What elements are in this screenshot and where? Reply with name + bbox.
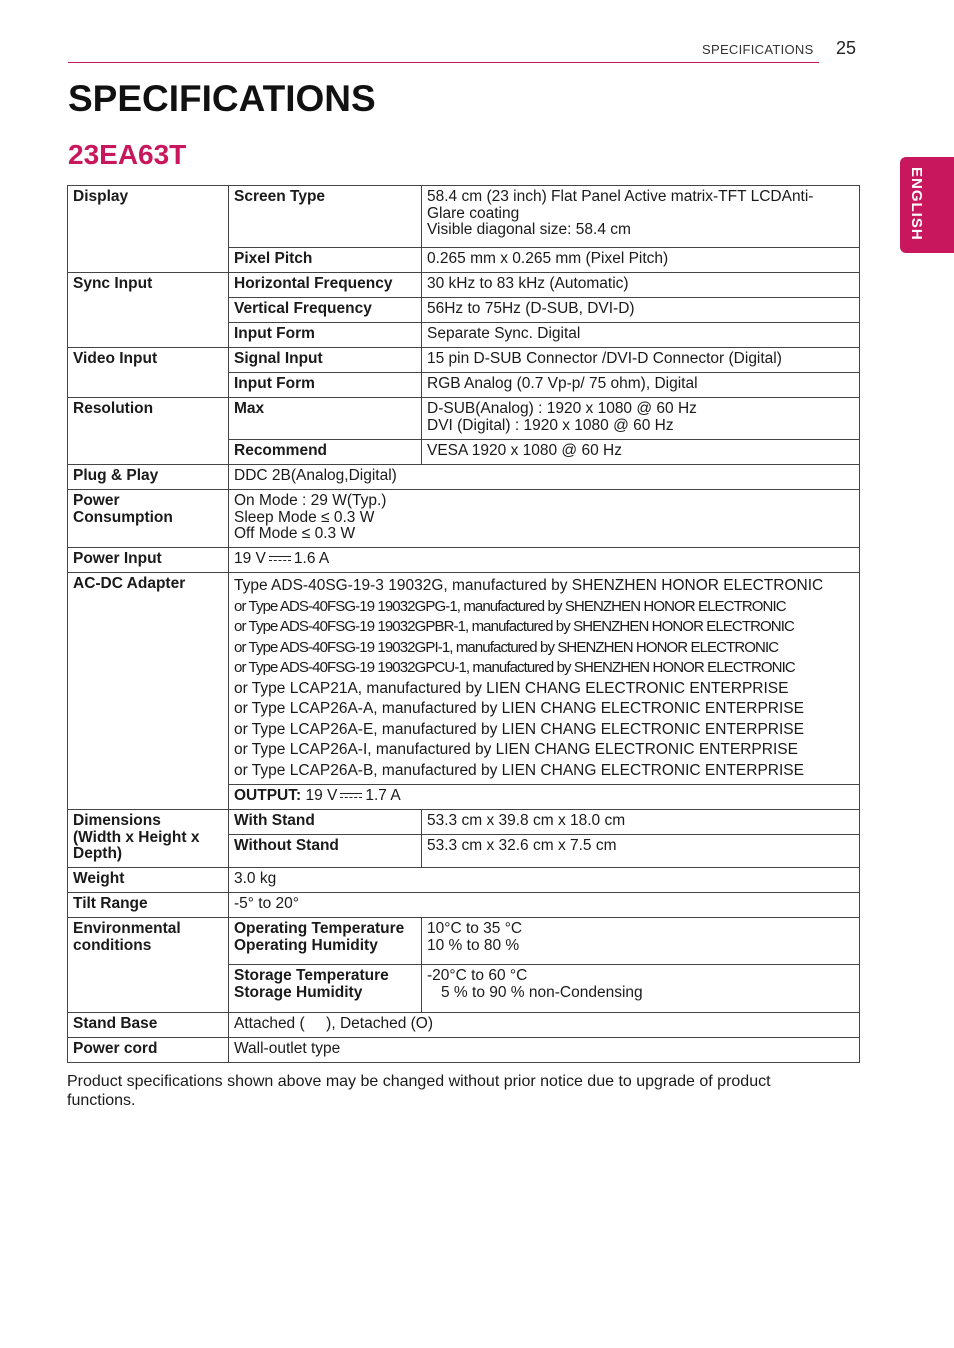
table-row [68, 893, 860, 918]
value-plug-and-play: DDC 2B(Analog,Digital) [229, 465, 860, 490]
category-ac-dc-adapter: AC-DC Adapter [68, 573, 229, 810]
value-adapter-output: OUTPUT: 19 V 1.7 A [229, 785, 860, 810]
label-vertical-frequency: Vertical Frequency [229, 298, 422, 323]
language-tab-label: ENGLISH [908, 167, 925, 241]
value-power-input: 19 V 1.6 A [229, 548, 860, 573]
footnote: Product specifications shown above may be changed without prior notice due to upgrade of product functions. [67, 1073, 771, 1109]
table-row [68, 490, 860, 548]
value-tilt-range: -5° to 20° [229, 893, 860, 918]
value-without-stand: 53.3 cm x 32.6 cm x 7.5 cm [422, 835, 860, 868]
category-display: Display [68, 186, 229, 273]
value-screen-type: 58.4 cm (23 inch) Flat Panel Active matrix-TFT LCDAnti- Glare coating Visible diagonal size: 58.4 cm [422, 186, 860, 248]
category-tilt-range: Tilt Range [68, 893, 229, 918]
category-plug-and-play: Plug & Play [68, 465, 229, 490]
page-number: 25 [836, 38, 857, 58]
value-power-cord: Wall-outlet type [229, 1038, 860, 1063]
value-video-input-form: RGB Analog (0.7 Vp-p/ 75 ohm), Digital [422, 373, 860, 398]
label-signal-input: Signal Input [229, 348, 422, 373]
category-weight: Weight [68, 868, 229, 893]
label-horizontal-frequency: Horizontal Frequency [229, 273, 422, 298]
category-dimensions: Dimensions (Width x Height x Depth) [68, 810, 229, 868]
category-power-input: Power Input [68, 548, 229, 573]
table-row [68, 868, 860, 893]
label-sync-input-form: Input Form [229, 323, 422, 348]
label-recommend-resolution: Recommend [229, 440, 422, 465]
table-row [68, 273, 860, 298]
table-row [68, 573, 860, 785]
spec-table [67, 185, 860, 1063]
table-row [68, 186, 860, 248]
table-row [68, 465, 860, 490]
value-max-resolution: D-SUB(Analog) : 1920 x 1080 @ 60 Hz DVI (Digital) : 1920 x 1080 @ 60 Hz [422, 398, 860, 440]
label-max-resolution: Max [229, 398, 422, 440]
table-row [68, 810, 860, 835]
label-operating-conditions: Operating Temperature Operating Humidity [229, 918, 422, 965]
value-horizontal-frequency: 30 kHz to 83 kHz (Automatic) [422, 273, 860, 298]
value-signal-input: 15 pin D-SUB Connector /DVI-D Connector (Digital) [422, 348, 860, 373]
category-power-cord: Power cord [68, 1038, 229, 1063]
label-with-stand: With Stand [229, 810, 422, 835]
category-video-input: Video Input [68, 348, 229, 398]
label-screen-type: Screen Type [229, 186, 422, 248]
category-sync-input: Sync Input [68, 273, 229, 348]
table-row [68, 1013, 860, 1038]
table-row [68, 348, 860, 373]
dc-current-icon [269, 555, 291, 563]
value-power-consumption: On Mode : 29 W(Typ.) Sleep Mode ≤ 0.3 W Off Mode ≤ 0.3 W [229, 490, 860, 548]
category-stand-base: Stand Base [68, 1013, 229, 1038]
running-header-section: SPECIFICATIONS [702, 42, 814, 57]
value-stand-base: Attached ( ), Detached (O) [229, 1013, 860, 1038]
header-divider [68, 62, 819, 63]
value-adapter-models: Type ADS-40SG-19-3 19032G, manufactured by SHENZHEN HONOR ELECTRONIC or Type ADS-40FSG-19 19032GPG-1, manufactured by SHENZHEN HONOR ELECTRONIC or Type ADS-40FSG-19 19032GPBR-1, manufactured by SHENZHEN HONOR ELECTRONIC or Type ADS-40FSG-19 19032GPI-1, manufactured by SHENZHEN HONOR ELECTRONIC or Type ADS-40FSG-19 19032GPCU-1, manufactured by SHENZHEN HONOR ELECTRONIC or Type LCAP21A, manufactured by LIEN CHANG ELECTRONIC ENTERPRISE or Type LCAP26A-A, manufactured by LIEN CHANG ELECTRONIC ENTERPRISE or Type LCAP26A-E, manufactured by LIEN CHANG ELECTRONIC ENTERPRISE or Type LCAP26A-I, manufactured by LIEN CHANG ELECTRONIC ENTERPRISE or Type LCAP26A-B, manufactured by LIEN CHANG ELECTRONIC ENTERPRISE [229, 573, 860, 785]
table-row [68, 918, 860, 965]
category-power-consumption: Power Consumption [68, 490, 229, 548]
label-pixel-pitch: Pixel Pitch [229, 248, 422, 273]
category-environmental: Environmental conditions [68, 918, 229, 1013]
category-resolution: Resolution [68, 398, 229, 465]
label-storage-conditions: Storage Temperature Storage Humidity [229, 965, 422, 1013]
label-without-stand: Without Stand [229, 835, 422, 868]
value-vertical-frequency: 56Hz to 75Hz (D-SUB, DVI-D) [422, 298, 860, 323]
table-row [68, 398, 860, 440]
value-sync-input-form: Separate Sync. Digital [422, 323, 860, 348]
value-weight: 3.0 kg [229, 868, 860, 893]
value-storage-conditions: -20°C to 60 °C 5 % to 90 % non-Condensing [422, 965, 860, 1013]
model-name: 23EA63T [68, 139, 187, 170]
language-tab [900, 157, 954, 253]
label-video-input-form: Input Form [229, 373, 422, 398]
table-row [68, 548, 860, 573]
value-recommend-resolution: VESA 1920 x 1080 @ 60 Hz [422, 440, 860, 465]
value-with-stand: 53.3 cm x 39.8 cm x 18.0 cm [422, 810, 860, 835]
value-pixel-pitch: 0.265 mm x 0.265 mm (Pixel Pitch) [422, 248, 860, 273]
value-operating-conditions: 10°C to 35 °C 10 % to 80 % [422, 918, 860, 965]
page-title: SPECIFICATIONS [68, 78, 376, 119]
dc-current-icon [340, 792, 362, 800]
table-row [68, 1038, 860, 1063]
